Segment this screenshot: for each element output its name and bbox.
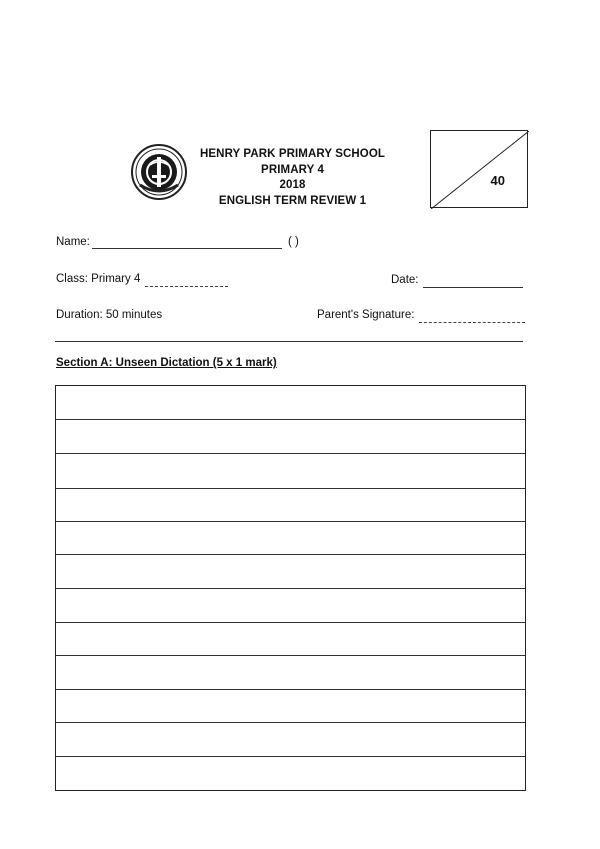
school-name: HENRY PARK PRIMARY SCHOOL <box>199 148 386 160</box>
name-field[interactable] <box>92 248 282 249</box>
dictation-writing-box[interactable] <box>55 385 526 791</box>
parent-signature-field[interactable] <box>419 322 525 323</box>
register-number-brackets: ( ) <box>288 236 299 248</box>
class-field[interactable] <box>145 286 228 287</box>
writing-line[interactable] <box>56 756 525 757</box>
score-box <box>430 130 528 208</box>
writing-line[interactable] <box>56 554 525 555</box>
school-year: 2018 <box>279 179 306 191</box>
writing-line[interactable] <box>56 655 525 656</box>
header-divider <box>55 341 523 342</box>
writing-line[interactable] <box>56 689 525 690</box>
writing-line[interactable] <box>56 453 525 454</box>
class-label: Class: Primary 4 <box>56 273 141 285</box>
writing-line[interactable] <box>56 488 525 489</box>
writing-line[interactable] <box>56 722 525 723</box>
date-label: Date: <box>391 274 419 286</box>
writing-line[interactable] <box>56 419 525 420</box>
parent-signature-label: Parent's Signature: <box>317 309 415 321</box>
name-label: Name: <box>56 236 90 248</box>
section-a-title: Section A: Unseen Dictation (5 x 1 mark) <box>56 357 277 369</box>
duration-label: Duration: 50 minutes <box>56 309 163 321</box>
writing-line[interactable] <box>56 622 525 623</box>
school-level: PRIMARY 4 <box>261 163 324 176</box>
school-crest-icon <box>130 143 188 201</box>
writing-line[interactable] <box>56 588 525 589</box>
paper-title: ENGLISH TERM REVIEW 1 <box>218 194 367 207</box>
writing-line[interactable] <box>56 521 525 522</box>
school-header <box>195 147 390 209</box>
date-field[interactable] <box>423 287 523 288</box>
total-marks: 40 <box>490 173 505 188</box>
score-diagonal <box>431 131 529 209</box>
